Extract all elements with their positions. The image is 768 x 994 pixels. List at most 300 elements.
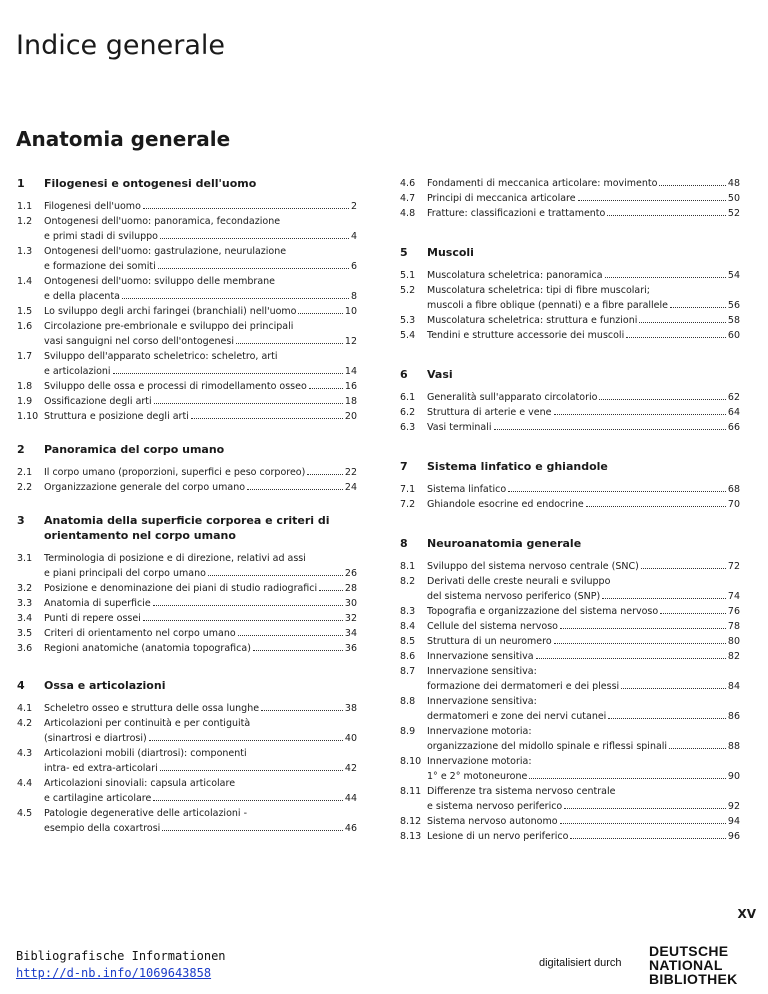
entry-page-number: 64 <box>727 407 740 418</box>
entry-line <box>44 791 357 806</box>
page-number: XV <box>737 907 756 921</box>
dot-leader <box>143 620 343 621</box>
entry-title-text: Criteri di orientamento nel corpo umano <box>44 628 236 639</box>
entry-number: 1.9 <box>17 396 33 407</box>
digitalized-by-label: digitalisiert durch <box>539 957 622 969</box>
toc-entry[interactable] <box>400 574 740 604</box>
dot-leader <box>160 238 349 239</box>
chapter-number: 5 <box>400 246 408 259</box>
toc-entry[interactable] <box>17 480 357 495</box>
toc-chapter <box>17 513 357 656</box>
entry-page-number: 44 <box>344 793 357 804</box>
entry-number: 3.3 <box>17 598 33 609</box>
toc-entry[interactable] <box>17 199 357 214</box>
entry-body <box>427 559 740 574</box>
chapter-heading <box>400 245 740 260</box>
entry-body <box>44 394 357 409</box>
toc-entry[interactable] <box>400 724 740 754</box>
section-title: Anatomia generale <box>16 126 231 151</box>
entry-page-number: 78 <box>727 621 740 632</box>
entry-line <box>427 739 740 754</box>
entry-page-number: 72 <box>727 561 740 572</box>
entry-title-text: Muscolatura scheletrica: struttura e funzioni <box>427 315 638 326</box>
entry-line <box>427 754 740 769</box>
entry-number: 1.10 <box>17 411 39 422</box>
toc-entry[interactable] <box>17 641 357 656</box>
entry-title-text: e della placenta <box>44 291 120 302</box>
entry-body <box>44 379 357 394</box>
entry-body <box>427 176 740 191</box>
entry-body <box>44 274 357 304</box>
entry-line <box>44 581 357 596</box>
entry-line <box>427 814 740 829</box>
toc-chapter <box>400 367 740 435</box>
entry-page-number: 36 <box>344 643 357 654</box>
entry-number: 8.2 <box>400 576 416 587</box>
dot-leader <box>639 322 726 323</box>
entry-page-number: 56 <box>727 300 740 311</box>
entry-title-text: Sviluppo dell'apparato scheletrico: scheletro, arti <box>44 351 278 362</box>
entry-page-number: 74 <box>727 591 740 602</box>
toc-entry[interactable] <box>17 716 357 746</box>
entry-title-text: Innervazione sensitiva <box>427 651 534 662</box>
entry-line <box>427 604 740 619</box>
entry-line <box>427 405 740 420</box>
dot-leader <box>607 215 726 216</box>
entry-title-text: Ontogenesi dell'uomo: sviluppo delle membrane <box>44 276 276 287</box>
chapter-heading <box>400 459 740 474</box>
dot-leader <box>307 474 343 475</box>
toc-entry[interactable] <box>400 814 740 829</box>
toc-entry[interactable] <box>400 420 740 435</box>
toc-entry[interactable] <box>17 611 357 626</box>
entry-body <box>44 806 357 836</box>
entry-number: 4.4 <box>17 778 33 789</box>
chapter-title: Panoramica del corpo umano <box>44 443 225 456</box>
entry-page-number: 14 <box>344 366 357 377</box>
entry-body <box>44 304 357 319</box>
toc-entry[interactable] <box>400 559 740 574</box>
entry-body <box>427 328 740 343</box>
toc-entry[interactable] <box>400 784 740 814</box>
entry-line <box>44 289 357 304</box>
entry-line <box>44 641 357 656</box>
entry-number: 5.1 <box>400 270 416 281</box>
entry-line <box>44 465 357 480</box>
entry-body <box>427 664 740 694</box>
entry-line <box>44 611 357 626</box>
entry-title-text: Fondamenti di meccanica articolare: movimento <box>427 178 658 189</box>
entry-body <box>44 480 357 495</box>
entry-body <box>427 649 740 664</box>
entry-body <box>427 283 740 313</box>
dot-leader <box>669 748 726 749</box>
entry-title-text: Circolazione pre-embrionale e sviluppo dei principali <box>44 321 294 332</box>
entry-title-text: Ossificazione degli arti <box>44 396 152 407</box>
dot-leader <box>570 838 725 839</box>
entry-line <box>427 694 740 709</box>
toc-entry[interactable] <box>400 829 740 844</box>
dot-leader <box>191 418 343 419</box>
entry-body <box>44 701 357 716</box>
entry-number: 1.5 <box>17 306 33 317</box>
entry-page-number: 86 <box>727 711 740 722</box>
entry-title-text: Struttura e posizione degli arti <box>44 411 189 422</box>
dot-leader <box>253 650 343 651</box>
entry-body <box>427 420 740 435</box>
dnb-logo <box>649 944 761 986</box>
toc-entry[interactable] <box>17 304 357 319</box>
entry-line <box>427 390 740 405</box>
entry-page-number: 32 <box>344 613 357 624</box>
entry-number: 5.2 <box>400 285 416 296</box>
toc-entry[interactable] <box>400 313 740 328</box>
entry-title-text: esempio della coxartrosi <box>44 823 161 834</box>
entry-number: 8.5 <box>400 636 416 647</box>
entry-page-number: 88 <box>727 741 740 752</box>
entry-page-number: 94 <box>727 816 740 827</box>
entry-line <box>44 319 357 334</box>
toc-entry[interactable] <box>400 649 740 664</box>
entry-page-number: 40 <box>344 733 357 744</box>
entry-page-number: 42 <box>344 763 357 774</box>
entry-title-text: del sistema nervoso periferico (SNP) <box>427 591 601 602</box>
chapter-number: 1 <box>17 177 25 190</box>
entry-line <box>427 619 740 634</box>
page-title: Indice generale <box>16 30 225 62</box>
toc-entry[interactable] <box>17 701 357 716</box>
entry-page-number: 4 <box>350 231 357 242</box>
entry-body <box>44 746 357 776</box>
entry-number: 3.1 <box>17 553 33 564</box>
entry-line <box>427 313 740 328</box>
entry-line <box>427 268 740 283</box>
entry-page-number: 8 <box>350 291 357 302</box>
dot-leader <box>641 568 726 569</box>
entry-page-number: 30 <box>344 598 357 609</box>
entry-line <box>427 482 740 497</box>
toc-entry[interactable] <box>17 319 357 349</box>
entry-number: 6.2 <box>400 407 416 418</box>
entry-number: 3.5 <box>17 628 33 639</box>
toc-entry[interactable] <box>17 394 357 409</box>
entry-title-text: Tendini e strutture accessorie dei muscoli <box>427 330 625 341</box>
entry-body <box>427 574 740 604</box>
entry-line <box>427 283 740 298</box>
entry-title-text: Patologie degenerative delle articolazioni - <box>44 808 247 819</box>
dot-leader <box>247 489 343 490</box>
toc-entry[interactable] <box>400 619 740 634</box>
entry-line <box>427 724 740 739</box>
entry-page-number: 58 <box>727 315 740 326</box>
entry-page-number: 10 <box>344 306 357 317</box>
entry-page-number: 20 <box>344 411 357 422</box>
entry-title-text: Terminologia di posizione e di direzione, relativi ad assi <box>44 553 306 564</box>
entry-number: 8.9 <box>400 726 416 737</box>
entry-title-text: e cartilagine articolare <box>44 793 152 804</box>
entry-number: 2.1 <box>17 467 33 478</box>
entry-title-text: 1° e 2° motoneurone <box>427 771 528 782</box>
entry-page-number: 96 <box>727 831 740 842</box>
entry-title-text: Differenze tra sistema nervoso centrale <box>427 786 616 797</box>
toc-entry[interactable] <box>17 551 357 581</box>
entry-body <box>427 784 740 814</box>
bibliographic-info-label: Bibliografische Informationen <box>16 949 226 963</box>
entry-body <box>427 405 740 420</box>
chapter-title: Muscoli <box>427 246 474 259</box>
toc-entry[interactable] <box>17 465 357 480</box>
entry-line <box>44 776 357 791</box>
toc-entry[interactable] <box>400 482 740 497</box>
toc-entry[interactable] <box>17 379 357 394</box>
entry-number: 3.2 <box>17 583 33 594</box>
entry-title-text: Posizione e denominazione dei piani di studio radiografici <box>44 583 318 594</box>
chapter-number: 4 <box>17 679 25 692</box>
entry-line <box>427 769 740 784</box>
entry-body <box>44 214 357 244</box>
toc-entry[interactable] <box>400 268 740 283</box>
entry-title-text: Generalità sull'apparato circolatorio <box>427 392 598 403</box>
dot-leader <box>605 277 726 278</box>
entry-title-text: muscoli a fibre oblique (pennati) e a fibre parallele <box>427 300 669 311</box>
chapter-number: 3 <box>17 514 25 527</box>
entry-number: 8.3 <box>400 606 416 617</box>
entry-title-text: Ontogenesi dell'uomo: gastrulazione, neurulazione <box>44 246 287 257</box>
toc-entry[interactable] <box>17 244 357 274</box>
entry-body <box>427 497 740 512</box>
dot-leader <box>529 778 726 779</box>
entry-body <box>427 754 740 784</box>
entry-title-text: Muscolatura scheletrica: panoramica <box>427 270 603 281</box>
chapter-title: Neuroanatomia generale <box>427 537 582 550</box>
dot-leader <box>208 575 343 576</box>
toc-entry[interactable] <box>17 409 357 424</box>
entry-page-number: 76 <box>727 606 740 617</box>
dot-leader <box>261 710 343 711</box>
entry-line <box>44 716 357 731</box>
dot-leader <box>143 208 349 209</box>
entry-number: 8.1 <box>400 561 416 572</box>
chapter-title: Vasi <box>427 368 453 381</box>
toc-entry[interactable] <box>17 274 357 304</box>
toc-entry[interactable] <box>400 405 740 420</box>
entry-line <box>427 664 740 679</box>
entry-body <box>427 694 740 724</box>
entry-line <box>44 244 357 259</box>
toc-entry[interactable] <box>400 191 740 206</box>
toc-entry[interactable] <box>400 176 740 191</box>
toc-chapter <box>400 536 740 844</box>
entry-line <box>44 746 357 761</box>
entry-number: 4.1 <box>17 703 33 714</box>
toc-entry[interactable] <box>17 746 357 776</box>
entry-page-number: 68 <box>727 484 740 495</box>
dot-leader <box>508 491 726 492</box>
entry-body <box>44 409 357 424</box>
dot-leader <box>554 643 726 644</box>
toc-entry[interactable] <box>400 390 740 405</box>
dnb-logo-line: DEUTSCHE <box>649 943 729 959</box>
entry-body <box>44 641 357 656</box>
entry-line <box>44 626 357 641</box>
entry-body <box>427 634 740 649</box>
entry-title-text: Articolazioni mobili (diartrosi): componenti <box>44 748 247 759</box>
dot-leader <box>153 800 343 801</box>
entry-body <box>44 465 357 480</box>
entry-number: 4.3 <box>17 748 33 759</box>
toc-chapter <box>17 442 357 495</box>
entry-number: 8.7 <box>400 666 416 677</box>
entry-title-text: Struttura di arterie e vene <box>427 407 552 418</box>
entry-body <box>44 581 357 596</box>
dot-leader <box>621 688 726 689</box>
dot-leader <box>238 635 343 636</box>
toc-entry[interactable] <box>400 754 740 784</box>
entry-number: 1.8 <box>17 381 33 392</box>
toc-entry[interactable] <box>400 206 740 221</box>
chapter-number: 8 <box>400 537 408 550</box>
dot-leader <box>578 200 726 201</box>
dot-leader <box>536 658 726 659</box>
dot-leader <box>236 343 343 344</box>
toc-entry[interactable] <box>17 626 357 641</box>
toc-entry[interactable] <box>400 664 740 694</box>
toc-entry[interactable] <box>400 497 740 512</box>
entry-number: 1.7 <box>17 351 33 362</box>
entry-line <box>44 274 357 289</box>
entry-line <box>427 829 740 844</box>
entry-number: 2.2 <box>17 482 33 493</box>
chapter-heading <box>400 536 740 551</box>
entry-line <box>427 420 740 435</box>
entry-number: 8.8 <box>400 696 416 707</box>
entry-title-text: Sviluppo delle ossa e processi di rimodellamento osseo <box>44 381 307 392</box>
dnb-logo-line: NATIONAL <box>649 957 723 973</box>
entry-line <box>44 761 357 776</box>
dot-leader <box>586 506 726 507</box>
entry-title-text: Scheletro osseo e struttura delle ossa lunghe <box>44 703 260 714</box>
entry-number: 6.1 <box>400 392 416 403</box>
toc-chapter <box>400 459 740 512</box>
entry-line <box>427 176 740 191</box>
entry-number: 1.1 <box>17 201 33 212</box>
chapter-title: Anatomia della superficie corporea e criteri di orientamento nel corpo umano <box>44 514 330 542</box>
chapter-heading <box>17 442 357 457</box>
entry-number: 7.2 <box>400 499 416 510</box>
dot-leader <box>154 403 343 404</box>
dot-leader <box>626 337 726 338</box>
toc-column-right <box>400 176 740 858</box>
entry-title-text: Derivati delle creste neurali e sviluppo <box>427 576 611 587</box>
chapter-title: Sistema linfatico e ghiandole <box>427 460 608 473</box>
entry-number: 1.3 <box>17 246 33 257</box>
entry-number: 4.6 <box>400 178 416 189</box>
toc-entry[interactable] <box>400 634 740 649</box>
toc-chapter <box>17 176 357 424</box>
dot-leader <box>160 770 343 771</box>
entry-line <box>427 497 740 512</box>
entry-page-number: 92 <box>727 801 740 812</box>
entry-page-number: 12 <box>344 336 357 347</box>
bibliographic-info-link[interactable]: http://d-nb.info/1069643858 <box>16 966 212 980</box>
entry-body <box>427 390 740 405</box>
entry-body <box>427 724 740 754</box>
dot-leader <box>554 414 726 415</box>
entry-page-number: 48 <box>727 178 740 189</box>
entry-line <box>427 328 740 343</box>
entry-line <box>44 596 357 611</box>
entry-title-text: Sistema linfatico <box>427 484 507 495</box>
toc-chapter <box>400 245 740 343</box>
toc-entry[interactable] <box>17 349 357 379</box>
entry-title-text: dermatomeri e zone dei nervi cutanei <box>427 711 607 722</box>
entry-title-text: e formazione dei somiti <box>44 261 156 272</box>
entry-title-text: Innervazione motoria: <box>427 726 532 737</box>
toc-entry[interactable] <box>400 694 740 724</box>
entry-line <box>427 574 740 589</box>
entry-line <box>44 334 357 349</box>
dot-leader <box>309 388 343 389</box>
entry-title-text: Il corpo umano (proporzioni, superfici e peso corporeo) <box>44 467 306 478</box>
entry-line <box>44 551 357 566</box>
entry-number: 8.4 <box>400 621 416 632</box>
entry-title-text: Ghiandole esocrine ed endocrine <box>427 499 584 510</box>
entry-line <box>427 634 740 649</box>
entry-title-text: Articolazioni per continuità e per contiguità <box>44 718 251 729</box>
entry-line <box>427 206 740 221</box>
toc-entry[interactable] <box>400 604 740 619</box>
chapter-number: 7 <box>400 460 408 473</box>
toc-entry[interactable] <box>400 283 740 313</box>
entry-body <box>44 776 357 806</box>
entry-number: 4.2 <box>17 718 33 729</box>
toc-entry[interactable] <box>17 214 357 244</box>
entry-number: 8.10 <box>400 756 422 767</box>
entry-title-text: vasi sanguigni nel corso dell'ontogenesi <box>44 336 234 347</box>
entry-line <box>44 304 357 319</box>
dot-leader <box>149 740 343 741</box>
entry-title-text: e primi stadi di sviluppo <box>44 231 158 242</box>
dot-leader <box>602 598 726 599</box>
entry-body <box>44 319 357 349</box>
entry-body <box>427 191 740 206</box>
entry-page-number: 54 <box>727 270 740 281</box>
entry-number: 3.6 <box>17 643 33 654</box>
entry-body <box>44 199 357 214</box>
entry-body <box>427 313 740 328</box>
entry-line <box>44 229 357 244</box>
entry-number: 5.4 <box>400 330 416 341</box>
dot-leader <box>162 830 343 831</box>
entry-page-number: 34 <box>344 628 357 639</box>
dot-leader <box>608 718 726 719</box>
toc-entry[interactable] <box>17 776 357 806</box>
dot-leader <box>659 185 725 186</box>
toc-entry[interactable] <box>400 328 740 343</box>
toc-entry[interactable] <box>17 806 357 836</box>
entry-number: 4.8 <box>400 208 416 219</box>
entry-page-number: 70 <box>727 499 740 510</box>
entry-title-text: Muscolatura scheletrica: tipi di fibre muscolari; <box>427 285 650 296</box>
dot-leader <box>298 313 342 314</box>
toc-entry[interactable] <box>17 596 357 611</box>
entry-body <box>427 268 740 283</box>
entry-page-number: 38 <box>344 703 357 714</box>
entry-title-text: Sviluppo del sistema nervoso centrale (SNC) <box>427 561 639 572</box>
entry-body <box>427 482 740 497</box>
entry-line <box>427 191 740 206</box>
toc-entry[interactable] <box>17 581 357 596</box>
